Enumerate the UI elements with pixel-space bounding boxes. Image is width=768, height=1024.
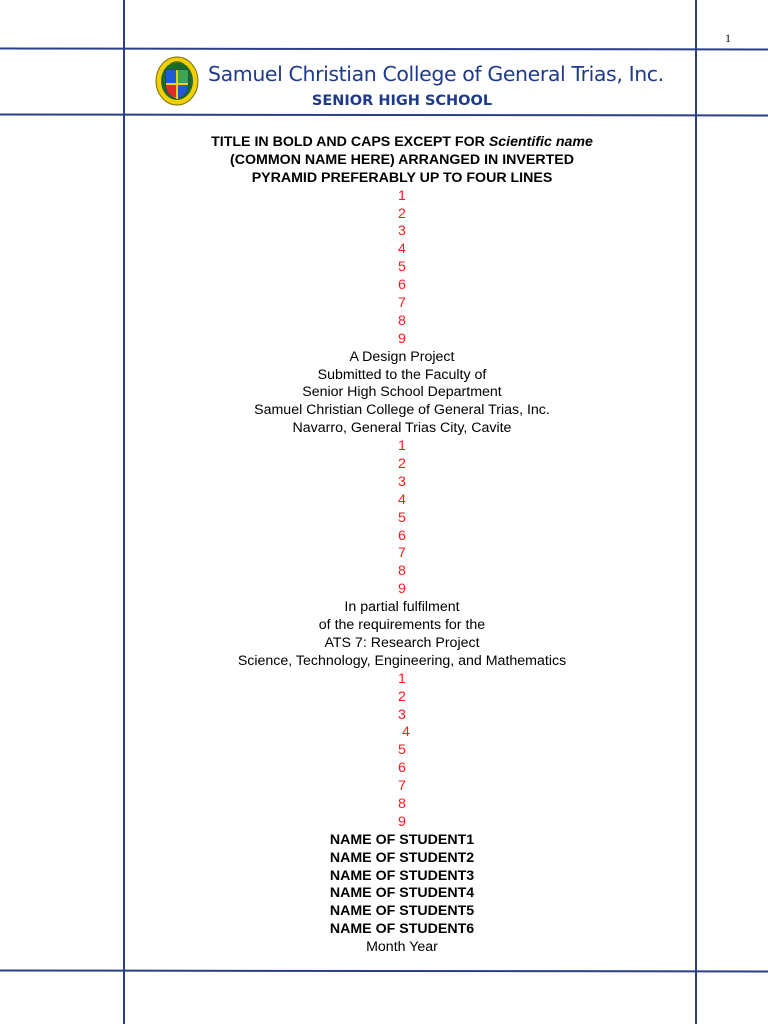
spacer-number: 9 [398,330,406,347]
header-separator-line [0,114,768,117]
spacer-number: 6 [398,760,406,777]
spacer-number: 6 [398,527,406,544]
spacer-number: 7 [398,545,406,562]
submission-line: Submitted to the Faculty of [317,366,487,383]
submission-date: Month Year [366,939,438,956]
spacer-number: 2 [398,456,406,473]
top-margin-line [0,48,768,51]
student-name: NAME OF STUDENT2 [329,849,475,866]
student-name: NAME OF STUDENT5 [329,903,475,920]
spacer-number: 1 [398,670,406,687]
scientific-name: Scientific name [488,134,593,150]
spacer-number: 9 [398,813,406,830]
spacer-number: 5 [398,259,406,276]
submission-line: Samuel Christian College of General Trias, Inc. [254,402,550,419]
spacer-number: 4 [402,724,410,741]
spacer-number: 2 [398,688,406,705]
requirement-line: In partial fulfilment [344,599,460,616]
student-name: NAME OF STUDENT4 [329,885,475,902]
spacer-number: 5 [398,509,406,526]
spacer-number: 4 [398,491,406,508]
department-heading: SENIOR HIGH SCHOOL [311,93,493,109]
spacer-number: 7 [398,295,406,312]
title-line-2: (COMMON NAME HERE) ARRANGED IN INVERTED [230,151,574,168]
spacer-number: 5 [398,742,406,759]
spacer-number: 1 [398,438,406,455]
spacer-number: 3 [398,473,406,490]
spacer-number: 9 [398,581,406,598]
college-name: Samuel Christian College of General Trias, Inc. [208,62,664,86]
title-page-content [100,134,704,957]
spacer-number: 1 [398,187,406,204]
requirement-line: Science, Technology, Engineering, and Mathematics [237,652,567,669]
spacer-number: 4 [398,241,406,258]
spacer-number: 3 [398,223,406,240]
spacer-number: 6 [398,277,406,294]
page-number: 1 [725,31,731,45]
title-line-3: PYRAMID PREFERABLY UP TO FOUR LINES [251,169,553,186]
spacer-number: 3 [398,706,406,723]
school-seal-logo [155,56,199,106]
spacer-number: 7 [398,778,406,795]
title-line-1 [100,134,704,152]
submission-line: Senior High School Department [302,384,502,401]
requirement-line: ATS 7: Research Project [324,634,480,651]
requirement-line: of the requirements for the [318,617,486,634]
spacer-number: 8 [398,563,406,580]
spacer-number: 8 [398,795,406,812]
student-name: NAME OF STUDENT3 [329,867,475,884]
submission-line: A Design Project [349,348,455,365]
student-name: NAME OF STUDENT6 [329,921,475,938]
spacer-number: 2 [398,205,406,222]
bottom-margin-line [0,970,768,973]
title-line-1-text: TITLE IN BOLD AND CAPS EXCEPT FOR [211,134,489,150]
submission-line: Navarro, General Trias City, Cavite [292,420,512,437]
spacer-number: 8 [398,312,406,329]
student-name: NAME OF STUDENT1 [329,831,475,848]
